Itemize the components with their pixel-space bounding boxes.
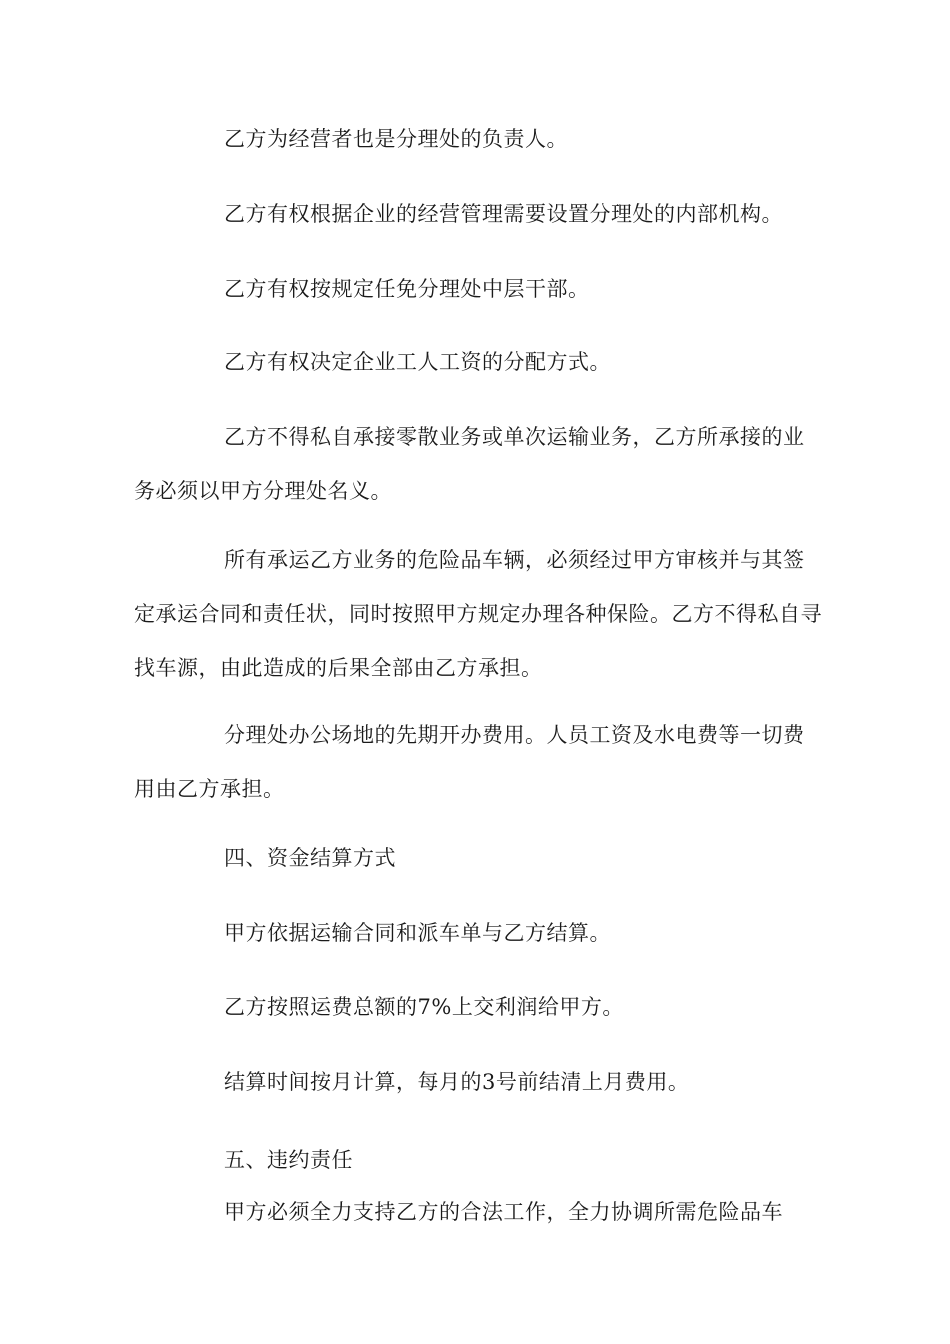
paragraph-profit-share: 乙方按照运费总额的7%上交利润给甲方。 <box>224 995 624 1019</box>
paragraph-wage-distribution: 乙方有权决定企业工人工资的分配方式。 <box>224 350 611 374</box>
paragraph-internal-structure: 乙方有权根据企业的经营管理需要设置分理处的内部机构。 <box>224 202 783 226</box>
paragraph-appoint-cadres: 乙方有权按规定任免分理处中层干部。 <box>224 277 590 301</box>
paragraph-settlement-basis: 甲方依据运输合同和派车单与乙方结算。 <box>224 921 611 945</box>
section-heading-liability: 五、违约责任 <box>224 1148 353 1172</box>
paragraph-operator-responsibility: 乙方为经营者也是分理处的负责人。 <box>224 127 568 151</box>
paragraph-business-restriction: 乙方不得私自承接零散业务或单次运输业务，乙方所承接的业务必须以甲方分理处名义。 <box>134 425 805 503</box>
paragraph-office-costs: 分理处办公场地的先期开办费用。人员工资及水电费等一切费用由乙方承担。 <box>134 723 805 801</box>
paragraph-settlement-time: 结算时间按月计算，每月的3号前结清上月费用。 <box>224 1070 690 1094</box>
paragraph-party-a-support: 甲方必须全力支持乙方的合法工作，全力协调所需危险品车 <box>224 1200 783 1224</box>
paragraph-vehicle-contracts: 所有承运乙方业务的危险品车辆，必须经过甲方审核并与其签定承运合同和责任状，同时按照甲方规定办理各种保险。乙方不得私自寻找车源，由此造成的后果全部由乙方承担。 <box>134 548 822 680</box>
section-heading-settlement: 四、资金结算方式 <box>224 846 396 870</box>
